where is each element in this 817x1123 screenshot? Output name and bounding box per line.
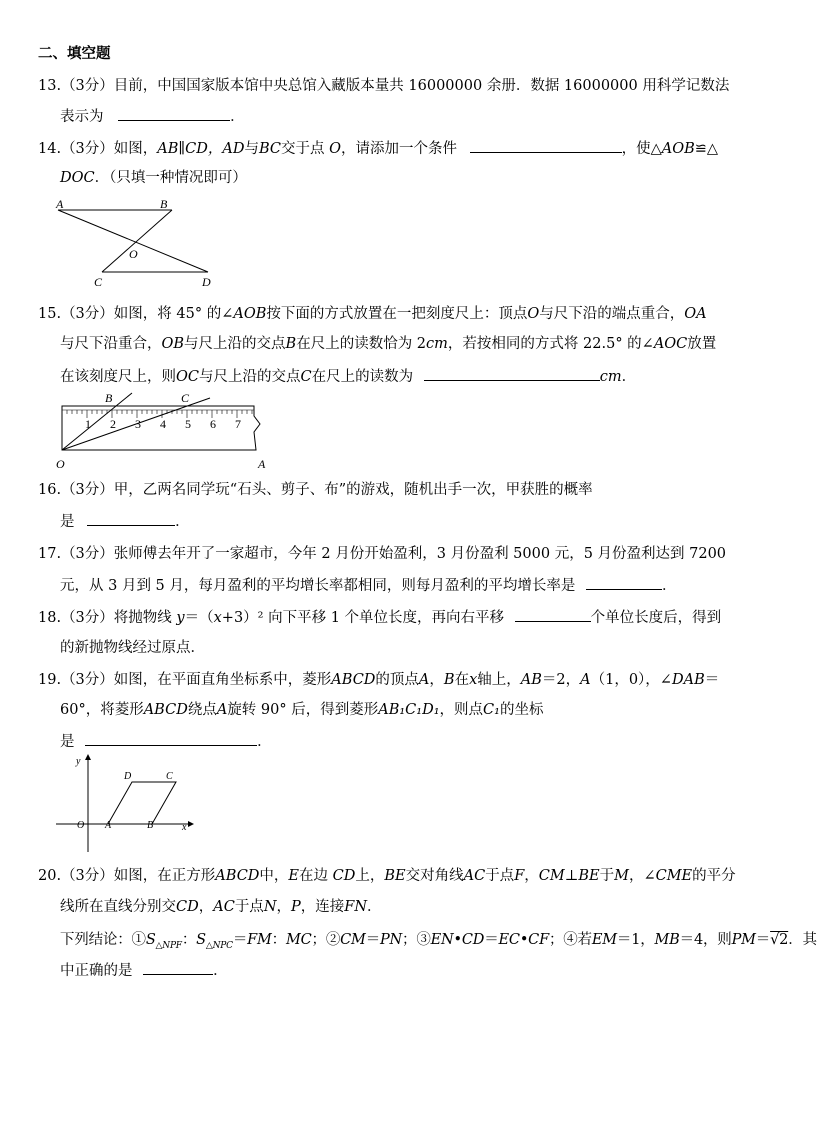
question-text: ＝1， <box>616 932 655 948</box>
question-text: 中， <box>259 868 289 884</box>
tick-label: 7 <box>235 417 241 431</box>
answer-blank[interactable] <box>586 575 662 590</box>
question-text: ， <box>276 899 291 915</box>
label-c: C <box>94 275 103 289</box>
question-text: 甲，乙两名同学玩“石头、剪子、布”的游戏，随机出手一次，甲获胜的概率 <box>113 482 593 498</box>
answer-blank[interactable] <box>515 607 591 622</box>
math-var: MC <box>285 932 312 948</box>
math-var: BE <box>578 868 600 884</box>
math-var: DOC <box>60 170 95 186</box>
math-var: A <box>580 672 591 688</box>
math-var: A <box>216 702 228 718</box>
score: （3分） <box>61 546 114 562</box>
answer-blank[interactable] <box>118 106 230 121</box>
label-b: B <box>160 197 168 211</box>
label-b: B <box>105 391 113 405</box>
tick-label: 2 <box>110 417 116 431</box>
question-text: 如图，在正方形 <box>113 868 216 884</box>
math-var: N <box>263 899 277 915</box>
figure-q14 <box>52 198 222 290</box>
question-text: 在尺上的读数为 <box>311 369 414 385</box>
answer-blank[interactable] <box>143 960 213 975</box>
math-var: AOB <box>233 306 267 322</box>
question-text: 旋转 90° 后，得到菱形 <box>227 702 379 718</box>
math-var: OC <box>176 369 199 385</box>
question-text: 的顶点 <box>375 672 419 688</box>
question-17 <box>38 544 726 564</box>
question-20-line3 <box>60 930 817 956</box>
question-text: 60°，将菱形 <box>60 702 144 718</box>
question-text: 目前，中国国家版本馆中央总馆入藏版本量共 16000000 余册．数据 16000000 用科学记数法 <box>113 78 730 94</box>
math-var: C <box>300 369 312 385</box>
question-text: 与尺上沿的交点 <box>198 369 301 385</box>
question-14-line2 <box>60 168 247 188</box>
question-19-line2 <box>60 700 543 720</box>
question-text: 如图，将 45° 的∠ <box>113 306 234 322</box>
tick-label: 4 <box>160 417 166 431</box>
question-text: 如图， <box>113 141 158 157</box>
question-14 <box>38 138 718 159</box>
question-number: 19. <box>38 672 62 688</box>
label-o: O <box>129 247 138 261</box>
question-16 <box>38 480 593 500</box>
question-text: ＝ <box>365 932 380 948</box>
math-var: ABCD <box>143 702 188 718</box>
period: ． <box>213 963 228 979</box>
label-o: O <box>77 820 85 831</box>
question-text: 与尺下沿重合， <box>60 336 162 352</box>
figure-q19-coordinate <box>54 752 202 854</box>
math-var: AC <box>213 899 235 915</box>
math-var: C₁ <box>483 702 500 718</box>
segment-ad <box>58 210 208 272</box>
math-var: OB <box>161 336 185 352</box>
question-text: 于点 <box>485 868 515 884</box>
question-15-line3 <box>60 366 636 387</box>
question-text: ＝ <box>755 932 771 948</box>
question-19 <box>38 670 719 690</box>
unit: cm <box>599 369 622 385</box>
question-15 <box>38 304 707 324</box>
question-16-line2 <box>60 511 190 532</box>
math-var: M <box>614 868 629 884</box>
question-text: 下列结论：① <box>60 932 146 948</box>
math-var: B <box>285 336 297 352</box>
label-c: C <box>181 391 190 405</box>
math-var: AB₁C₁D₁ <box>378 702 440 718</box>
score: （3分） <box>61 78 114 94</box>
question-text: 在边 <box>299 868 329 884</box>
math-var: PM <box>731 932 756 948</box>
question-text: 线所在直线分别交 <box>60 899 176 915</box>
question-text: 中正确的是 <box>60 963 133 979</box>
label-c: C <box>166 771 173 782</box>
question-text: 在 <box>454 672 470 688</box>
question-text: ， <box>198 899 214 915</box>
question-text: 于点 <box>234 899 264 915</box>
answer-blank[interactable] <box>85 731 257 746</box>
question-number: 17. <box>38 546 62 562</box>
question-18-line2 <box>60 638 205 658</box>
figure-q15-ruler <box>52 388 278 476</box>
score: （3分） <box>61 482 114 498</box>
sqrt-expression: √2 <box>770 932 789 948</box>
math-var: x <box>213 610 222 626</box>
tick-label: 5 <box>185 417 191 431</box>
period: ． <box>662 578 677 594</box>
label-d: D <box>124 771 132 782</box>
math-var: EN <box>430 932 454 948</box>
period: ． <box>257 734 272 750</box>
question-number: 15. <box>38 306 62 322</box>
question-text: ，∠ <box>628 868 656 884</box>
question-text: ，连接 <box>300 899 345 915</box>
question-text: 的新抛物线经过原点． <box>60 640 205 656</box>
question-number: 18. <box>38 610 62 626</box>
question-text: ⊥ <box>564 868 579 884</box>
question-text: ；② <box>311 932 341 948</box>
score: （3分） <box>61 868 114 884</box>
question-text: ， <box>524 868 539 884</box>
math-var: O <box>527 306 540 322</box>
score: （3分） <box>61 141 114 157</box>
math-var: MB <box>654 932 680 948</box>
question-text: （1，0），∠ <box>590 672 672 688</box>
label-a: A <box>105 820 112 831</box>
question-17-line2 <box>60 575 677 596</box>
math-subscript: △NPC <box>205 940 233 951</box>
question-text: 放置 <box>687 336 717 352</box>
label-y: y <box>76 756 81 767</box>
math-var: E <box>288 868 300 884</box>
math-var: OA <box>684 306 707 322</box>
question-text: 的坐标 <box>499 702 544 718</box>
question-text: 如图，在平面直角坐标系中，菱形 <box>113 672 332 688</box>
math-var: BE <box>384 868 406 884</box>
period: ． <box>621 369 637 385</box>
label-a: A <box>56 197 64 211</box>
question-text: ＝ <box>232 932 248 948</box>
question-text: ；④若 <box>548 932 592 948</box>
score: （3分） <box>61 306 114 322</box>
tick-label: 1 <box>85 417 91 431</box>
label-x: x <box>182 822 187 833</box>
math-var: y <box>176 610 185 626</box>
question-13-line2 <box>60 106 245 127</box>
question-text: ，则点 <box>439 702 484 718</box>
question-text: 交对角线 <box>405 868 464 884</box>
question-text: 轴上， <box>477 672 521 688</box>
math-var: FN <box>344 899 368 915</box>
math-var: ABCD <box>215 868 260 884</box>
question-text: 与尺下沿的端点重合， <box>539 306 685 322</box>
question-text: 在尺上的读数恰为 2 <box>296 336 427 352</box>
question-text: 与 <box>244 141 259 157</box>
question-text: ． <box>367 899 382 915</box>
question-text: ： <box>271 932 286 948</box>
question-text: 的平分 <box>692 868 736 884</box>
math-var: AOC <box>653 336 688 352</box>
question-text: 按下面的方式放置在一把刻度尺上：顶点 <box>266 306 528 322</box>
math-var: CF <box>528 932 549 948</box>
question-20 <box>38 866 736 886</box>
question-text: ： <box>181 932 197 948</box>
math-var: DAB <box>671 672 705 688</box>
question-text: ＝ <box>484 932 499 948</box>
x-axis-arrow <box>188 821 194 827</box>
question-15-line2 <box>60 334 716 354</box>
math-var: F <box>514 868 525 884</box>
question-text: 表示为 <box>60 109 104 125</box>
question-text: 于 <box>599 868 615 884</box>
question-text: ，请添加一个条件 <box>340 141 457 157</box>
question-number: 16. <box>38 482 62 498</box>
question-text: +3）² 向下平移 1 个单位长度，再向右平移 <box>221 610 505 626</box>
period: ． <box>230 109 245 125</box>
answer-blank[interactable] <box>470 138 622 153</box>
question-text: 上， <box>355 868 385 884</box>
math-var: AB∥CD，AD <box>157 141 245 157</box>
unit: cm <box>426 336 448 352</box>
question-text: ＝（ <box>184 610 214 626</box>
question-text: ， <box>429 672 444 688</box>
math-var: B <box>443 672 455 688</box>
math-var: CM <box>340 932 366 948</box>
math-var: EM <box>591 932 617 948</box>
question-text: 张师傅去年开了一家超市，今年 2 月份开始盈利，3 月份盈利 5000 元，5 月份盈利达到 7200 <box>113 546 727 562</box>
question-text: 元，从 3 月到 5 月，每月盈利的平均增长率都相同，则每月盈利的平均增长率是 <box>60 578 576 594</box>
answer-blank[interactable] <box>424 366 600 381</box>
score: （3分） <box>61 610 114 626</box>
question-text: 交于点 <box>280 141 325 157</box>
period: ． <box>175 514 190 530</box>
math-var: AC <box>463 868 486 884</box>
question-text: ，使△ <box>621 141 662 157</box>
question-text: 在该刻度尺上，则 <box>60 369 176 385</box>
question-text: 是 <box>60 514 75 530</box>
question-18 <box>38 607 721 628</box>
math-var: CD <box>461 932 485 948</box>
question-number: 20. <box>38 868 62 884</box>
math-var: A <box>418 672 430 688</box>
math-var: AB <box>520 672 542 688</box>
question-text: ＝ <box>704 672 720 688</box>
question-19-line3 <box>60 731 272 752</box>
question-number: 13. <box>38 78 62 94</box>
section-title: 二、填空题 <box>38 46 111 62</box>
tick-label: 6 <box>210 417 216 431</box>
segment-bc <box>102 210 172 272</box>
math-var: BC <box>258 141 281 157</box>
math-subscript: △NPF <box>155 940 182 951</box>
label-a: A <box>258 457 266 471</box>
answer-blank[interactable] <box>87 511 175 526</box>
label-b: B <box>147 820 154 831</box>
math-var: FM <box>247 932 272 948</box>
label-o: O <box>56 457 65 471</box>
math-var: CM <box>538 868 565 884</box>
math-var: AOB <box>661 141 695 157</box>
question-text: 个单位长度后，得到 <box>590 610 722 626</box>
math-var: CD <box>332 868 356 884</box>
question-13 <box>38 76 729 96</box>
math-var: O <box>329 141 341 157</box>
y-axis-arrow <box>85 754 91 760</box>
ray-ob <box>62 393 132 450</box>
question-text: 是 <box>60 734 75 750</box>
question-text: ，若按相同的方式将 22.5° 的∠ <box>447 336 654 352</box>
question-text: ．其 <box>788 932 817 948</box>
rhombus-abcd <box>108 782 176 824</box>
tick-label: 3 <box>135 417 141 431</box>
question-20-line4 <box>60 960 228 981</box>
math-var: ABCD <box>331 672 376 688</box>
question-text: ；③ <box>402 932 431 948</box>
score: （3分） <box>61 672 114 688</box>
question-text: ＝4，则 <box>679 932 732 948</box>
question-text: ＝2， <box>541 672 581 688</box>
question-20-line2 <box>60 897 382 917</box>
label-d: D <box>202 275 211 289</box>
math-var: P <box>291 899 301 915</box>
question-text: • <box>519 932 529 948</box>
math-var: x <box>469 672 478 688</box>
question-text: 与尺上沿的交点 <box>184 336 286 352</box>
math-var: CME <box>655 868 693 884</box>
question-number: 14. <box>38 141 62 157</box>
math-var: S <box>145 932 156 948</box>
question-text: ≌△ <box>694 141 719 157</box>
math-var: S <box>196 932 206 948</box>
question-text: 将抛物线 <box>113 610 172 626</box>
question-text: ．（只填一种情况即可） <box>94 170 247 186</box>
question-text: • <box>453 932 462 948</box>
question-text: 绕点 <box>187 702 217 718</box>
math-var: CD <box>176 899 199 915</box>
math-var: EC <box>498 932 520 948</box>
math-var: PN <box>380 932 403 948</box>
